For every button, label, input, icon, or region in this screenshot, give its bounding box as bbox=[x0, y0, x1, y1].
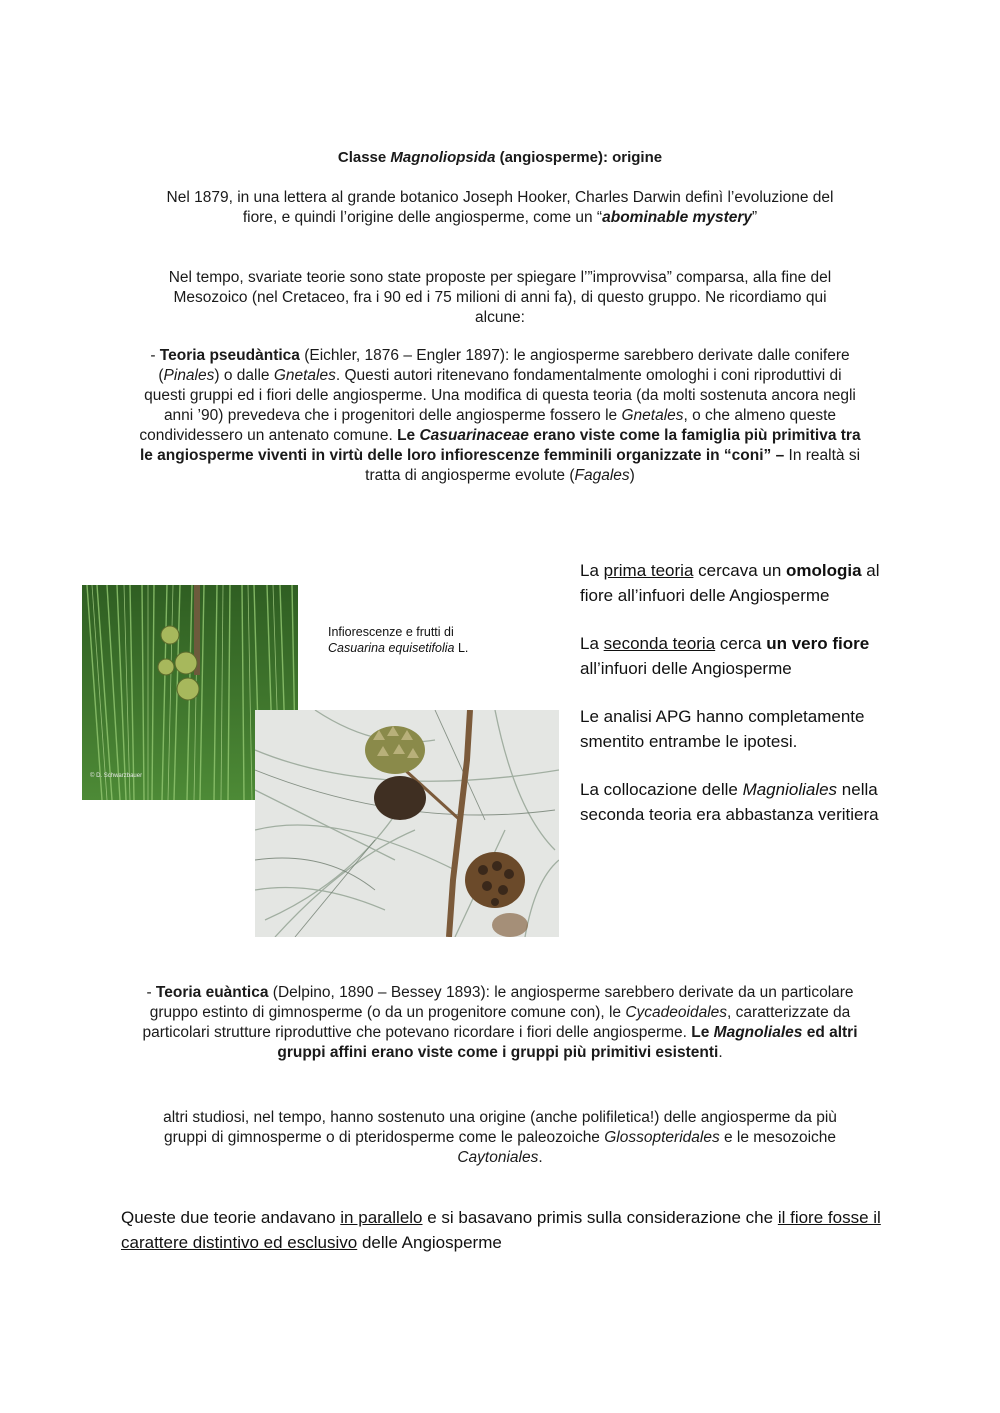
bold-text: ed altri gruppi affini erano viste come i gruppi più primitivi esistenti bbox=[277, 1024, 858, 1061]
euanthic-theory-paragraph bbox=[130, 983, 870, 1063]
intro-text: Nel 1879, in una lettera al grande botanico Joseph Hooker, Charles Darwin definì l’evoluzione del fiore, e quindi l’origine delle angiosperme, come un “ bbox=[166, 189, 834, 226]
taxon: Gnetales bbox=[621, 407, 684, 424]
taxon: Glossopteridales bbox=[604, 1129, 720, 1146]
note-text: all’infuori delle Angiosperme bbox=[580, 658, 792, 678]
text: . bbox=[538, 1149, 543, 1166]
note-text: al fiore all’infuori delle Angiosperme bbox=[580, 561, 880, 605]
note-apg: Le analisi APG hanno completamente smentito entrambe le ipotesi. bbox=[580, 707, 865, 751]
note-bold: un vero fiore bbox=[766, 634, 870, 653]
note-first-theory bbox=[580, 559, 910, 608]
caption-author: L. bbox=[454, 641, 469, 655]
dash: - bbox=[150, 347, 160, 364]
text: . Questi autori ritenevano fondamentalmente omologhi i coni riproduttivi di questi gruppi ed i fiori delle angiosperme. Una modifica di questa teoria (da molti sostenuta ancora negli anni ’90) prevedeva che i progenitori delle angiosperme fossero le bbox=[144, 367, 856, 424]
text: , caratterizzate da particolari strutture riproduttive che potevano ricordare i fiori delle angiosperme. bbox=[142, 1004, 851, 1041]
theory-name: Teoria pseudàntica bbox=[159, 347, 300, 364]
note-magnoliales bbox=[580, 778, 910, 827]
text: ) o dalle bbox=[214, 367, 274, 384]
taxon: Caytoniales bbox=[457, 1149, 539, 1166]
text: (Delpino, 1890 – Bessey 1893): le angiosperme sarebbero derivate da un particolare gruppo estinto di gimnosperme (o da un progenitore comune con), le bbox=[149, 984, 854, 1021]
text: . bbox=[718, 1044, 723, 1061]
text: Queste due teorie andavano bbox=[121, 1208, 341, 1227]
intro-emphasis: abominable mystery bbox=[602, 209, 753, 226]
taxon: Gnetales bbox=[273, 367, 336, 384]
text: , o che almeno queste condividessero un antenato comune. bbox=[139, 407, 837, 444]
slide-title bbox=[140, 148, 860, 168]
intro-close: ” bbox=[752, 209, 758, 226]
note-text: La bbox=[580, 561, 604, 580]
taxon: Cycadeoidales bbox=[625, 1004, 728, 1021]
caption-line: Infiorescenze e frutti di bbox=[328, 625, 454, 639]
note-text: nella seconda teoria era abbastanza veritiera bbox=[580, 780, 879, 824]
other-studies-paragraph bbox=[140, 1108, 860, 1168]
bold-text: Le bbox=[397, 427, 420, 444]
underlined-text: in parallelo bbox=[340, 1208, 423, 1227]
text: (Eichler, 1876 – Engler 1897): le angiosperme sarebbero derivate dalle conifere ( bbox=[158, 347, 850, 384]
caption-species: Casuarina equisetifolia bbox=[328, 641, 455, 655]
theory-name: Teoria euàntica bbox=[155, 984, 269, 1001]
note-text: La collocazione delle bbox=[580, 780, 743, 799]
note-taxon: Magnioliales bbox=[742, 780, 838, 799]
taxon: Fagales bbox=[574, 467, 630, 484]
underlined-text: il fiore fosse il carattere distintivo ed esclusivo bbox=[121, 1208, 881, 1252]
note-text: La bbox=[580, 634, 604, 653]
text: In realtà si tratta di angiosperme evolute ( bbox=[365, 447, 861, 484]
intro-paragraph bbox=[160, 188, 840, 228]
title-pre: Classe bbox=[337, 149, 391, 166]
text: delle Angiosperme bbox=[357, 1232, 502, 1252]
text: altri studiosi, nel tempo, hanno sostenuto una origine (anche polifiletica!) delle angiosperme da più gruppi di gimnosperme o di pteridosperme come le paleozoiche bbox=[163, 1109, 837, 1146]
note-text: cerca bbox=[715, 634, 767, 653]
text: ) bbox=[629, 467, 635, 484]
taxon: Magnoliales bbox=[713, 1024, 803, 1041]
dash: - bbox=[146, 984, 156, 1001]
bold-text: Le bbox=[691, 1024, 714, 1041]
conclusion-paragraph bbox=[121, 1206, 881, 1255]
title-italic: Magnoliopsida bbox=[390, 149, 496, 166]
side-notes bbox=[580, 559, 910, 851]
pseudanthic-theory-paragraph bbox=[138, 346, 862, 486]
photo-watermark: © D. Schwarzbauer bbox=[90, 773, 143, 779]
context-paragraph: Nel tempo, svariate teorie sono state proposte per spiegare l’”improvvisa” comparsa, alla fine del Mesozoico (nel Cretaceo, fra i 90 ed i 75 milioni di anni fa), di questo gruppo. Ne ricordiamo qui alcune: bbox=[168, 269, 832, 326]
text: e le mesozoiche bbox=[719, 1129, 837, 1146]
note-second-theory bbox=[580, 632, 910, 681]
text: e si basavano primis sulla considerazione che bbox=[422, 1208, 778, 1227]
note-bold: omologia bbox=[786, 561, 862, 580]
taxon: Casuarinaceae bbox=[419, 427, 529, 444]
photo-caption bbox=[328, 624, 528, 656]
note-text: cercava un bbox=[693, 561, 787, 580]
bold-text: erano viste come la famiglia più primitiva tra le angiosperme viventi in virtù delle loro infiorescenze femminili organizzate in “coni” – bbox=[139, 427, 861, 464]
title-post: (angiosperme): origine bbox=[495, 149, 663, 166]
casuarina-cones-photo bbox=[255, 710, 559, 937]
note-underlined: prima teoria bbox=[603, 561, 694, 580]
note-underlined: seconda teoria bbox=[603, 634, 716, 653]
taxon: Pinales bbox=[163, 367, 215, 384]
